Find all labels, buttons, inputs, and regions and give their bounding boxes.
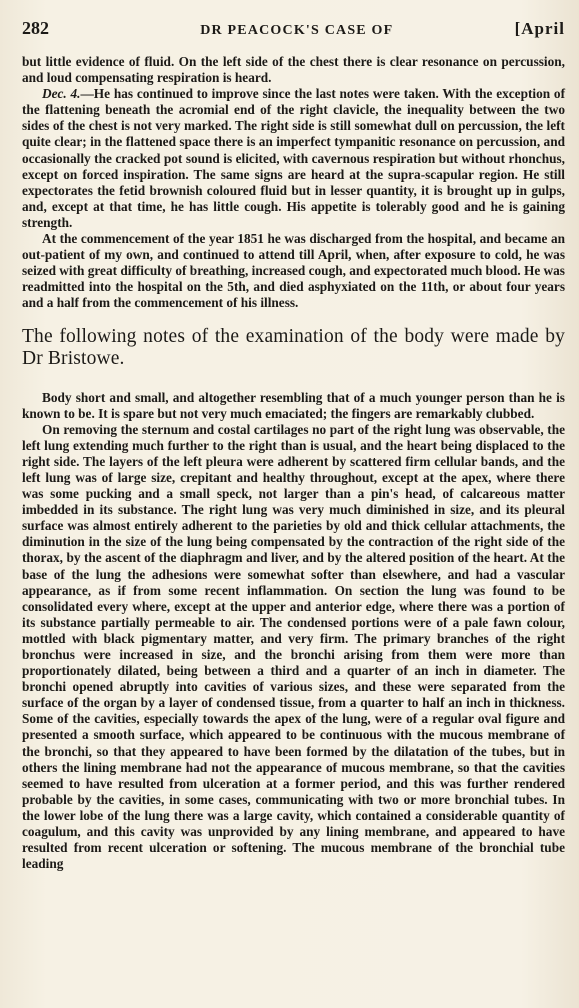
paragraph-dec-4 — [22, 86, 565, 231]
paragraph-text: On removing the sternum and costal cartilages no part of the right lung was observable, the left lung extending much further to the right than is usual, and the heart being displaced to the right side. The layers of the left pleura were adherent by scattered firm cellular bands, and the left lung was of large size, crepitant and healthy throughout, except at the apex, where there was some pucking and a small speck, not larger than a pin's head, of calcareous matter imbedded in its substance. The right lung was very much diminished in size, and its pleural surface was almost entirely adherent to the parieties by old and thick cellular attachments, the diminution in the size of the lung being compensated by the contraction of the right side of the thorax, by the ascent of the diaphragm and liver, and by the altered position of the heart. At the base of the lung the adhesions were somewhat softer than elsewhere, and had a vascular appearance, as if from some recent inflammation. On section the lung was found to be consolidated every where, except at the upper and anterior edge, where there was a portion of its substance partially permeable to air. The condensed portions were of a pale fawn colour, mottled with black pigmentary matter, and very firm. The primary branches of the right bronchus were increased in size, and the bronchi arising from them were more than proportionately dilated, being between a third and a quarter of an inch in diameter. The bronchi opened abruptly into cavities of various sizes, and these were separated from the surface of the organ by a layer of condensed tissue, from a quarter to half an inch in thickness. Some of the cavities, especially towards the apex of the lung, were of a regular oval figure and presented a smooth surface, which appeared to be continuous with the mucous membrane of the bronchi, so that they appeared to have been formed by the dilatation of the tubes, but in others the lining membrane had not the appearance of mucous membrane, so that the cavities seemed to have resulted from ulceration at a former period, and this was further rendered probable by the cavities, in some cases, communicating with two or more bronchial tubes. In the lower lobe of the lung there was a large cavity, which contained a considerable quantity of coagulum, and this cavity was unprovided by any lining membrane, and appeared to have resulted from recent ulceration or softening. The mucous membrane of the bronchial tube leading — [22, 421, 565, 872]
paragraph-continuation — [22, 54, 565, 86]
paragraph-discharge — [22, 231, 565, 311]
paragraph-lung-findings — [22, 422, 565, 873]
page-body — [22, 54, 565, 872]
paragraph-date: Dec. 4. — [42, 86, 81, 102]
paragraph-body-description — [22, 390, 565, 422]
paragraph-text: At the commencement of the year 1851 he was discharged from the hospital, and became an out-patient of my own, and continued to attend till April, when, after exposure to cold, he was seized with great difficulty of breathing, increased cough, and expectorated much blood. He was readmitted into the hospital on the 5th, and died asphyxiated on the 11th, or about four years and a half from the commencement of his illness. — [22, 231, 565, 311]
running-month: [April — [514, 19, 565, 38]
section-heading: The following notes of the examination of the body were made by Dr Bristowe. — [22, 325, 565, 369]
paragraph-text: Body short and small, and altogether resembling that of a much younger person than he is known to be. It is spare but not very much emaciated; the fingers are remarkably clubbed. — [22, 389, 565, 421]
page-number: 282 — [22, 18, 49, 38]
paragraph-text: —He has continued to improve since the last notes were taken. With the exception of the flattening beneath the acromial end of the right clavicle, the inequality between the two sides of the chest is not very marked. The right side is still somewhat dull on percussion, the left quite clear; in the flattened space there is an imperfect tympanitic resonance on percussion, and occasionally the cracked pot sound is elicited, with cavernous respiration but without rhonchus, except on forced inspiration. The same signs are heard at the supra-scapular region. He still expectorates the fetid brownish coloured fluid but in lesser quantity, it is brought up in gulps, and, except at that time, he has little cough. His appetite is tolerably good and he is gaining strength. — [22, 86, 565, 230]
running-title: DR PEACOCK'S CASE OF — [200, 23, 394, 38]
paragraph-text: but little evidence of fluid. On the left side of the chest there is clear resonance on percussion, and loud compensating respiration is heard. — [22, 54, 565, 86]
running-header — [22, 18, 565, 40]
